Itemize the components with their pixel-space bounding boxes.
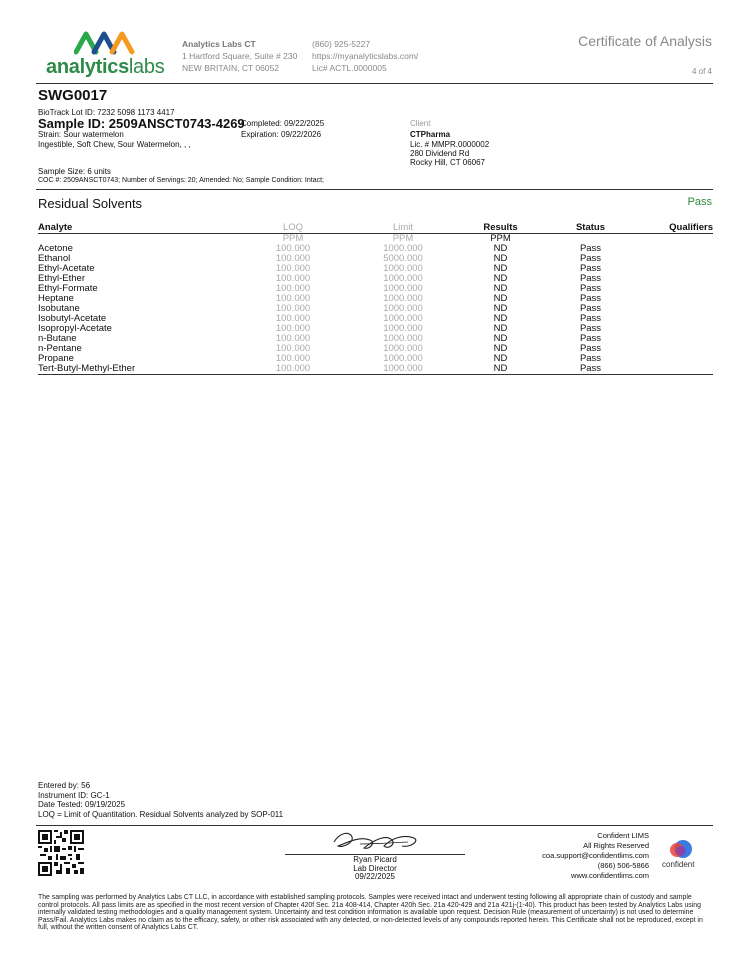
loq-value: 100.000 [275,273,311,284]
table-row [38,314,713,324]
residual-solvents-table [38,222,713,375]
sample-code: SWG0017 [38,87,108,104]
lab-address-block [182,38,297,74]
limit-value: 1000.000 [383,353,423,364]
analyte-name: Isobutyl-Acetate [38,313,107,324]
limit-value: 1000.000 [383,283,423,294]
status-value: Pass [579,303,602,314]
table-row [38,264,713,274]
analyte-name: n-Pentane [38,343,82,354]
header-divider [36,83,713,84]
result-value: ND [458,364,543,375]
result-value: ND [493,253,508,264]
header-status: Status [543,222,638,234]
result-value: ND [493,283,508,294]
lab-name: Analytics Labs CT [182,39,256,49]
limit-value: 1000.000 [383,333,423,344]
loq-value: 100.000 [275,353,311,364]
status-value: Pass [579,313,602,324]
limit-value: 1000.000 [383,313,423,324]
result-value: ND [493,263,508,274]
analyte-name: Isobutane [38,303,80,314]
result-value: ND [493,323,508,334]
limit-value: 1000.000 [383,303,423,314]
limit-value: 1000.000 [383,263,423,274]
loq-value: 100.000 [275,263,311,274]
analyte-name: Ethyl-Acetate [38,263,95,274]
signer-block [285,856,465,882]
status-value: Pass [579,263,602,274]
table-row [38,334,713,344]
client-address-line-2: Rocky Hill, CT 06067 [410,158,485,167]
loq-value: 100.000 [275,293,311,304]
lims-website-link[interactable]: www.confidentlims.com [571,871,649,880]
table-row [38,304,713,314]
entered-by: Entered by: 56 [38,781,91,790]
limit-value: 1000.000 [383,343,423,354]
lims-rights: All Rights Reserved [583,841,649,850]
loq-note: LOQ = Limit of Quantitation. Residual Solvents analyzed by SOP-011 [38,809,284,819]
disclaimer-text: The sampling was performed by Analytics Labs CT LLC, in accordance with established sampling protocols. Samples were received intact and underwent testing following all appropriate chain of custody and sample control protocols. All pass limits are as specified in the most recent version of Chapter 420f Sec. 21a 408-414, Chapter 420h Sec. 21a 420-429 and 21a 421j-(1-40). This product has been tested by Analytics Labs using internally validated testing methodologies and a quality management system. Uncertainty and test condition information is available upon request. Decision Rule (measurement of uncertainty) is not used to determine Pass/Fail. Analytics Labs makes no claim as to the efficacy, safety, or other risk associated with any detected, or non-detected levels of any compounds reported herein. This Certificate shall not be reproduced, except in full, without the written consent of Analytics Labs CT. [38,894,703,932]
expiration-date: Expiration: 09/22/2026 [241,130,322,139]
lims-name: Confident LIMS [597,831,649,840]
loq-value: 100.000 [275,243,311,254]
header-qualifiers: Qualifiers [638,222,713,234]
sample-id: Sample ID: 2509ANSCT0743-4269 [38,116,245,131]
result-value: ND [493,353,508,364]
loq-value: 100.000 [275,313,311,324]
qr-code-icon[interactable] [38,830,84,876]
analyte-name: Isopropyl-Acetate [38,323,112,334]
client-label: Client [410,119,431,128]
lims-phone: (866) 506-5866 [597,861,649,870]
lab-address-line-1: 1 Hartford Square, Suite # 230 [182,51,298,61]
unit-loq: PPM [282,233,304,244]
lab-website-link[interactable]: https://myanalyticslabs.com/ [312,51,419,61]
status-value: Pass [579,333,602,344]
table-header-row [38,222,713,234]
analyte-name: Ethyl-Ether [38,273,85,284]
section-divider [36,189,713,190]
lims-email[interactable]: coa.support@confidentlims.com [542,851,649,860]
test-details-block [38,781,283,819]
analyte-name: Ethanol [38,253,71,264]
lab-phone: (860) 925-5227 [312,39,371,49]
result-value: ND [493,333,508,344]
limit-value: 1000.000 [383,293,423,304]
loq-value: 100.000 [275,283,311,294]
analyte-name: Propane [38,353,74,364]
loq-value: 100.000 [275,303,311,314]
page-number: 4 of 4 [691,67,712,76]
analyte-name: Tert-Butyl-Methyl-Ether [38,364,238,375]
status-value: Pass [543,364,638,375]
client-address-line-1: 280 Dividend Rd [410,149,470,158]
brand-wordmark: analyticslabs [46,56,165,78]
instrument-id: Instrument ID: GC-1 [38,790,110,800]
limit-value: 1000.000 [383,243,423,254]
section-status-badge: Pass [687,196,712,208]
table-row [38,254,713,264]
header-loq: LOQ [238,222,348,234]
status-value: Pass [579,243,602,254]
signer-name: Ryan Picard [353,855,397,864]
unit-limit: PPM [392,233,414,244]
chain-of-custody-line: COC #: 2509ANSCT0743; Number of Servings: 20; Amended: No; Sample Condition: Intact; [38,177,324,184]
biotrack-lot-id: BioTrack Lot ID: 7232 5098 1173 4417 [38,108,175,117]
signature-icon [330,828,422,854]
result-value: ND [493,313,508,324]
loq-value: 100.000 [275,333,311,344]
loq-value: 100.000 [275,323,311,334]
client-license: Lic. # MMPR.0000002 [410,140,490,149]
confident-wordmark: confident [662,860,695,869]
footer-divider [36,825,713,826]
lab-address-line-2: NEW BRITAIN, CT 06052 [182,63,279,73]
table-row [38,364,713,375]
loq-value: 100.000 [275,253,311,264]
header-analyte: Analyte [38,222,238,234]
table-row [38,244,713,254]
status-value: Pass [579,343,602,354]
status-value: Pass [579,283,602,294]
sample-strain: Strain: Sour watermelon [38,130,124,139]
status-value: Pass [579,253,602,264]
table-row [38,284,713,294]
loq-value: 100.000 [275,343,311,354]
analyte-name: Acetone [38,243,73,254]
result-value: ND [493,293,508,304]
status-value: Pass [579,323,602,334]
analytics-labs-logo-icon [74,28,136,56]
limit-value: 5000.000 [383,253,423,264]
limit-value: 1000.000 [383,323,423,334]
limit-value: 1000.000 [348,364,458,375]
table-row [38,324,713,334]
units-row [38,234,713,245]
status-value: Pass [579,353,602,364]
result-value: ND [493,273,508,284]
status-value: Pass [579,273,602,284]
confident-logo-icon [666,838,694,860]
header-limit: Limit [348,222,458,234]
date-tested: Date Tested: 09/19/2025 [38,800,126,809]
status-value: Pass [579,293,602,304]
limit-value: 1000.000 [383,273,423,284]
result-value: ND [493,243,508,254]
analyte-name: n-Butane [38,333,77,344]
table-row [38,294,713,304]
header-results: Results [458,222,543,234]
sample-category: Ingestible, Soft Chew, Sour Watermelon, , , [38,140,191,149]
document-title: Certificate of Analysis [578,33,712,49]
table-row [38,354,713,364]
table-row [38,274,713,284]
table-row [38,344,713,354]
analyte-name: Ethyl-Formate [38,283,98,294]
sample-size: Sample Size: 6 units [38,167,111,176]
result-value: ND [493,343,508,354]
lab-contact-block [312,38,418,74]
loq-value: 100.000 [238,364,348,375]
lims-info-block [542,831,649,881]
client-name: CTPharma [410,130,451,139]
section-title: Residual Solvents [38,196,143,211]
completed-date: Completed: 09/22/2025 [241,119,325,128]
lab-license: Lic# ACTL.0000005 [312,63,387,73]
unit-results: PPM [490,233,511,244]
result-value: ND [493,303,508,314]
analyte-name: Heptane [38,293,74,304]
signer-date: 09/22/2025 [354,872,396,881]
signer-title: Lab Director [353,863,397,873]
